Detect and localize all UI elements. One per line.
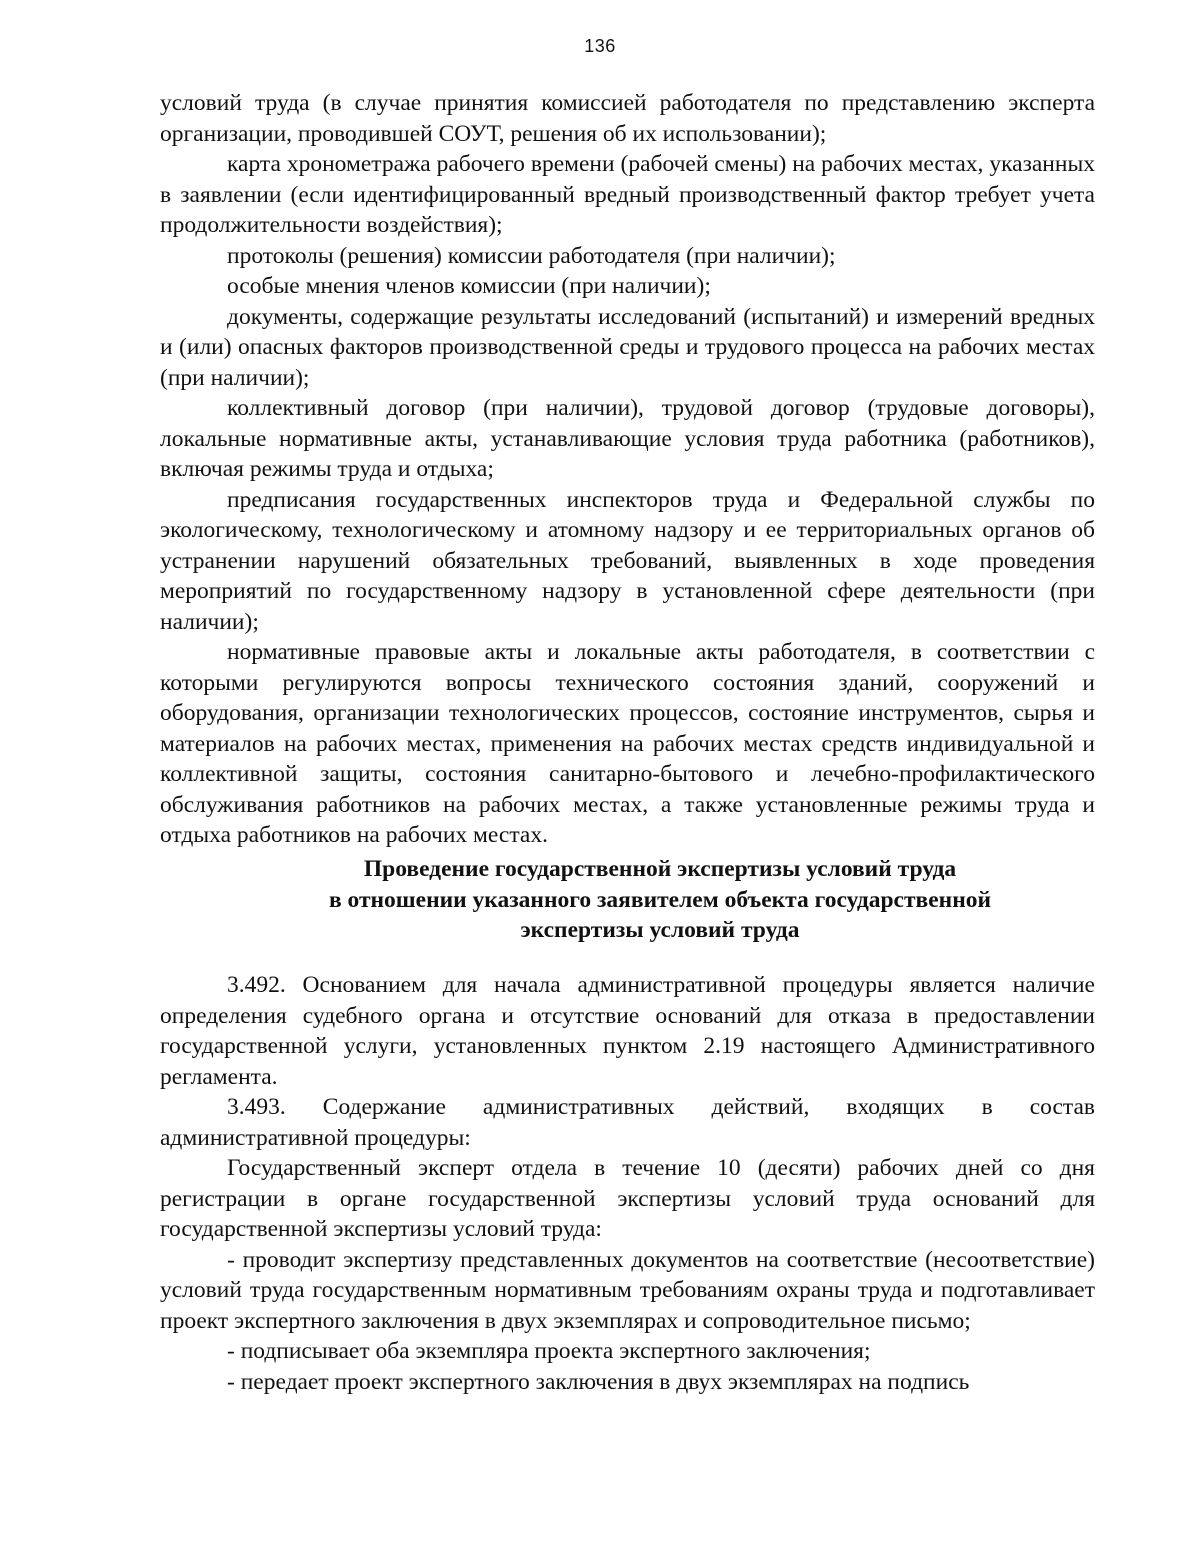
paragraph: протоколы (решения) комиссии работодателя (при наличии); <box>227 242 836 269</box>
page-number: 136 <box>584 36 616 56</box>
document-body-top <box>160 88 1095 851</box>
paragraph: Государственный эксперт отдела в течение 10 (десяти) рабочих дней со дня регистрации в органе государственной экспертизы условий труда оснований для государственной экспертизы условий труда: <box>160 1155 1095 1242</box>
heading-line: Проведение государственной экспертизы условий труда <box>363 856 957 882</box>
heading-line: в отношении указанного заявителем объекта государственной <box>328 886 992 913</box>
paragraph: нормативные правовые акты и локальные акты работодателя, в соответствии с которыми регулируются вопросы технического состояния зданий, сооружений и оборудования, организации технологических процессов, состояние инструментов, сырья и материалов на рабочих местах, применения на рабочих местах средств индивидуальной и коллективной защиты, состояния санитарно-бытового и лечебно-профилактического обслуживания работников на рабочих местах, а также установленные режимы труда и отдыха работников на рабочих местах. <box>160 639 1095 848</box>
paragraph: 3.492. Основанием для начала административной процедуры является наличие определения судебного органа и отсутствие оснований для отказа в предоставлении государственной услуги, установленных пунктом 2.19 настоящего Административного регламента. <box>160 972 1095 1090</box>
paragraph: - подписывает оба экземпляра проекта экспертного заключения; <box>227 1338 871 1364</box>
heading-line: экспертизы условий труда <box>520 917 800 943</box>
section-heading <box>160 854 1160 946</box>
document-body-bottom <box>160 970 1095 1397</box>
paragraph: - передает проект экспертного заключения в двух экземплярах на подпись <box>227 1368 970 1395</box>
paragraph: - проводит экспертизу представленных документов на соответствие (несоответствие) условий труда государственным нормативным требованиям охраны труда и подготавливает проект экспертного заключения в двух экземплярах и сопроводительное письмо; <box>160 1246 1095 1334</box>
paragraph: документы, содержащие результаты исследований (испытаний) и измерений вредных и (или) опасных факторов производственной среды и трудового процесса на рабочих местах (при наличии); <box>160 303 1095 391</box>
paragraph: особые мнения членов комиссии (при наличии); <box>227 273 711 299</box>
paragraph: предписания государственных инспекторов труда и Федеральной службы по экологическому, технологическому и атомному надзору и ее территориальных органов об устранении нарушений обязательных требований, выявленных в ходе проведения мероприятий по государственному надзору в установленной сфере деятельности (при наличии); <box>160 486 1095 635</box>
paragraph: условий труда (в случае принятия комиссией работодателя по представлению эксперта организации, проводившей СОУТ, решения об их использовании); <box>160 90 1095 147</box>
paragraph: 3.493. Содержание административных действий, входящих в состав административной процедуры: <box>160 1094 1095 1151</box>
paragraph: коллективный договор (при наличии), трудовой договор (трудовые договоры), локальные нормативные акты, устанавливающие условия труда работника (работников), включая режимы труда и отдыха; <box>160 395 1095 482</box>
paragraph: карта хронометража рабочего времени (рабочей смены) на рабочих местах, указанных в заявлении (если идентифицированный вредный производственный фактор требует учета продолжительности воздействия); <box>160 151 1095 238</box>
